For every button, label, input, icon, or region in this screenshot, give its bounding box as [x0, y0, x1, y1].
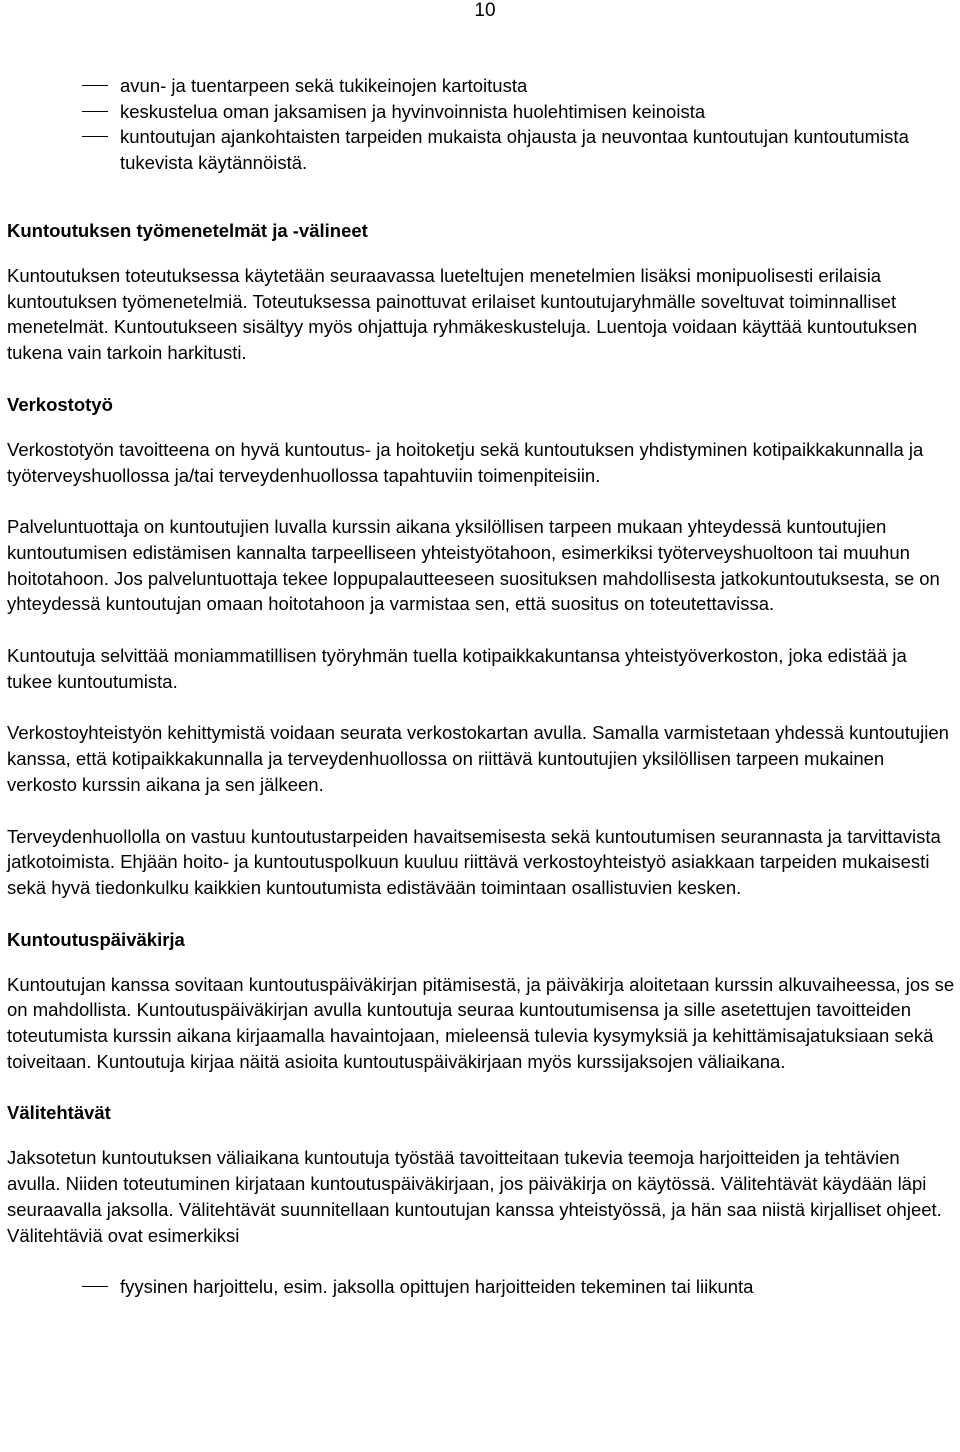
- dash-bullet-icon: [82, 1286, 108, 1287]
- dash-bullet-icon: [82, 111, 108, 112]
- list-item: [7, 124, 957, 175]
- dash-bullet-icon: [82, 136, 108, 137]
- list-item: [7, 73, 957, 99]
- dash-bullet-icon: [82, 85, 108, 86]
- top-bullet-list: [7, 73, 957, 175]
- section-heading-diary: Kuntoutuspäiväkirja: [7, 928, 185, 950]
- list-item: [7, 1274, 957, 1300]
- document-body: [7, 73, 957, 1300]
- list-item-text: keskustelua oman jaksamisen ja hyvinvoinnista huolehtimisen keinoista: [120, 100, 706, 122]
- paragraph: Terveydenhuollolla on vastuu kuntoutustarpeiden havaitsemisesta sekä kuntoutumisen seurannasta ja tarvittavista jatkotoimista. Ehjään hoito- ja kuntoutuspolkuun kuuluu riittävä verkostoyhteistyö asiakkaan tarpeiden mukaisesti sekä hyvä tiedonkulku kaikkien kuntoutumista edistävään toimintaan osallistuvien kesken.: [7, 825, 941, 898]
- paragraph: Verkostotyön tavoitteena on hyvä kuntoutus- ja hoitoketju sekä kuntoutuksen yhdistyminen kotipaikkakunnalla ja työterveyshuollossa ja/tai terveydenhuollossa tapahtuviin toimenpiteisiin.: [7, 438, 924, 486]
- section-heading-network: Verkostotyö: [7, 393, 113, 415]
- list-item: [7, 99, 957, 125]
- list-item-text: kuntoutujan ajankohtaisten tarpeiden mukaista ohjausta ja neuvontaa kuntoutujan kuntoutumista tukevista käytännöistä.: [120, 126, 909, 173]
- paragraph: Jaksotetun kuntoutuksen väliaikana kuntoutuja työstää tavoitteitaan tukevia teemoja harjoitteiden ja tehtävien avulla. Niiden toteutuminen kirjataan kuntoutuspäiväkirjaan, jos päiväkirja on käytössä. Välitehtävät käydään läpi seuraavalla jaksolla. Välitehtävät suunnitellaan kuntoutujan kanssa yhteistyössä, ja hän saa niistä kirjalliset ohjeet. Välitehtäviä ovat esimerkiksi: [7, 1147, 942, 1246]
- section-heading-methods: Kuntoutuksen työmenetelmät ja -välineet: [7, 220, 368, 241]
- paragraph: Verkostoyhteistyön kehittymistä voidaan seurata verkostokartan avulla. Samalla varmistetaan yhdessä kuntoutujien kanssa, että kotipaikkakunnalla ja terveydenhuollossa on riittävä kuntoutujien yksilöllisen tarpeen mukainen verkosto kurssin aikana ja sen jälkeen.: [7, 722, 949, 795]
- list-item-text: avun- ja tuentarpeen sekä tukikeinojen kartoitusta: [120, 75, 528, 96]
- page-number: 10: [474, 0, 496, 21]
- paragraph: Kuntoutuksen toteutuksessa käytetään seuraavassa lueteltujen menetelmien lisäksi monipuolisesti erilaisia kuntoutuksen työmenetelmiä. Toteutuksessa painottuvat erilaiset kuntoutujaryhmälle soveltuvat toiminnalliset menetelmät. Kuntoutukseen sisältyy myös ohjattuja ryhmäkeskusteluja. Luentoja voidaan käyttää kuntoutuksen tukena vain tarkoin harkitusti.: [7, 265, 918, 364]
- paragraph: Palveluntuottaja on kuntoutujien luvalla kurssin aikana yksilöllisen tarpeen mukaan yhteydessä kuntoutujien kuntoutumisen edistämisen kannalta tarpeelliseen yhteistyötahoon, esimerkiksi työterveyshuoltoon tai muuhun hoitotahoon. Jos palveluntuottaja tekee loppupalautteeseen suosituksen mahdollisesta jatkokuntoutuksesta, se on yhteydessä kuntoutujan omaan hoitotahoon ja varmistaa sen, että suositus on toteutettavissa.: [7, 516, 940, 615]
- section-heading-assignments: Välitehtävät: [7, 1102, 111, 1124]
- paragraph: Kuntoutuja selvittää moniammatillisen työryhmän tuella kotipaikkakuntansa yhteistyöverkoston, joka edistää ja tukee kuntoutumista.: [7, 645, 907, 692]
- list-item-text: fyysinen harjoittelu, esim. jaksolla opittujen harjoitteiden tekeminen tai liikunta: [120, 1276, 754, 1298]
- paragraph: Kuntoutujan kanssa sovitaan kuntoutuspäiväkirjan pitämisestä, ja päiväkirja aloitetaan kurssin alkuvaiheessa, jos se on mahdollista. Kuntoutuspäiväkirjan avulla kuntoutuja seuraa kuntoutumisensa ja sille asetettujen tavoitteiden toteutumista kurssin aikana kirjaamalla havaintojaan, mieleensä tulevia kysymyksiä ja kehittämisajatuksiaan sekä toiveitaan. Kuntoutuja kirjaa näitä asioita kuntoutuspäiväkirjaan myös kurssijaksojen väliaikana.: [7, 973, 955, 1072]
- bottom-bullet-list: [7, 1274, 957, 1300]
